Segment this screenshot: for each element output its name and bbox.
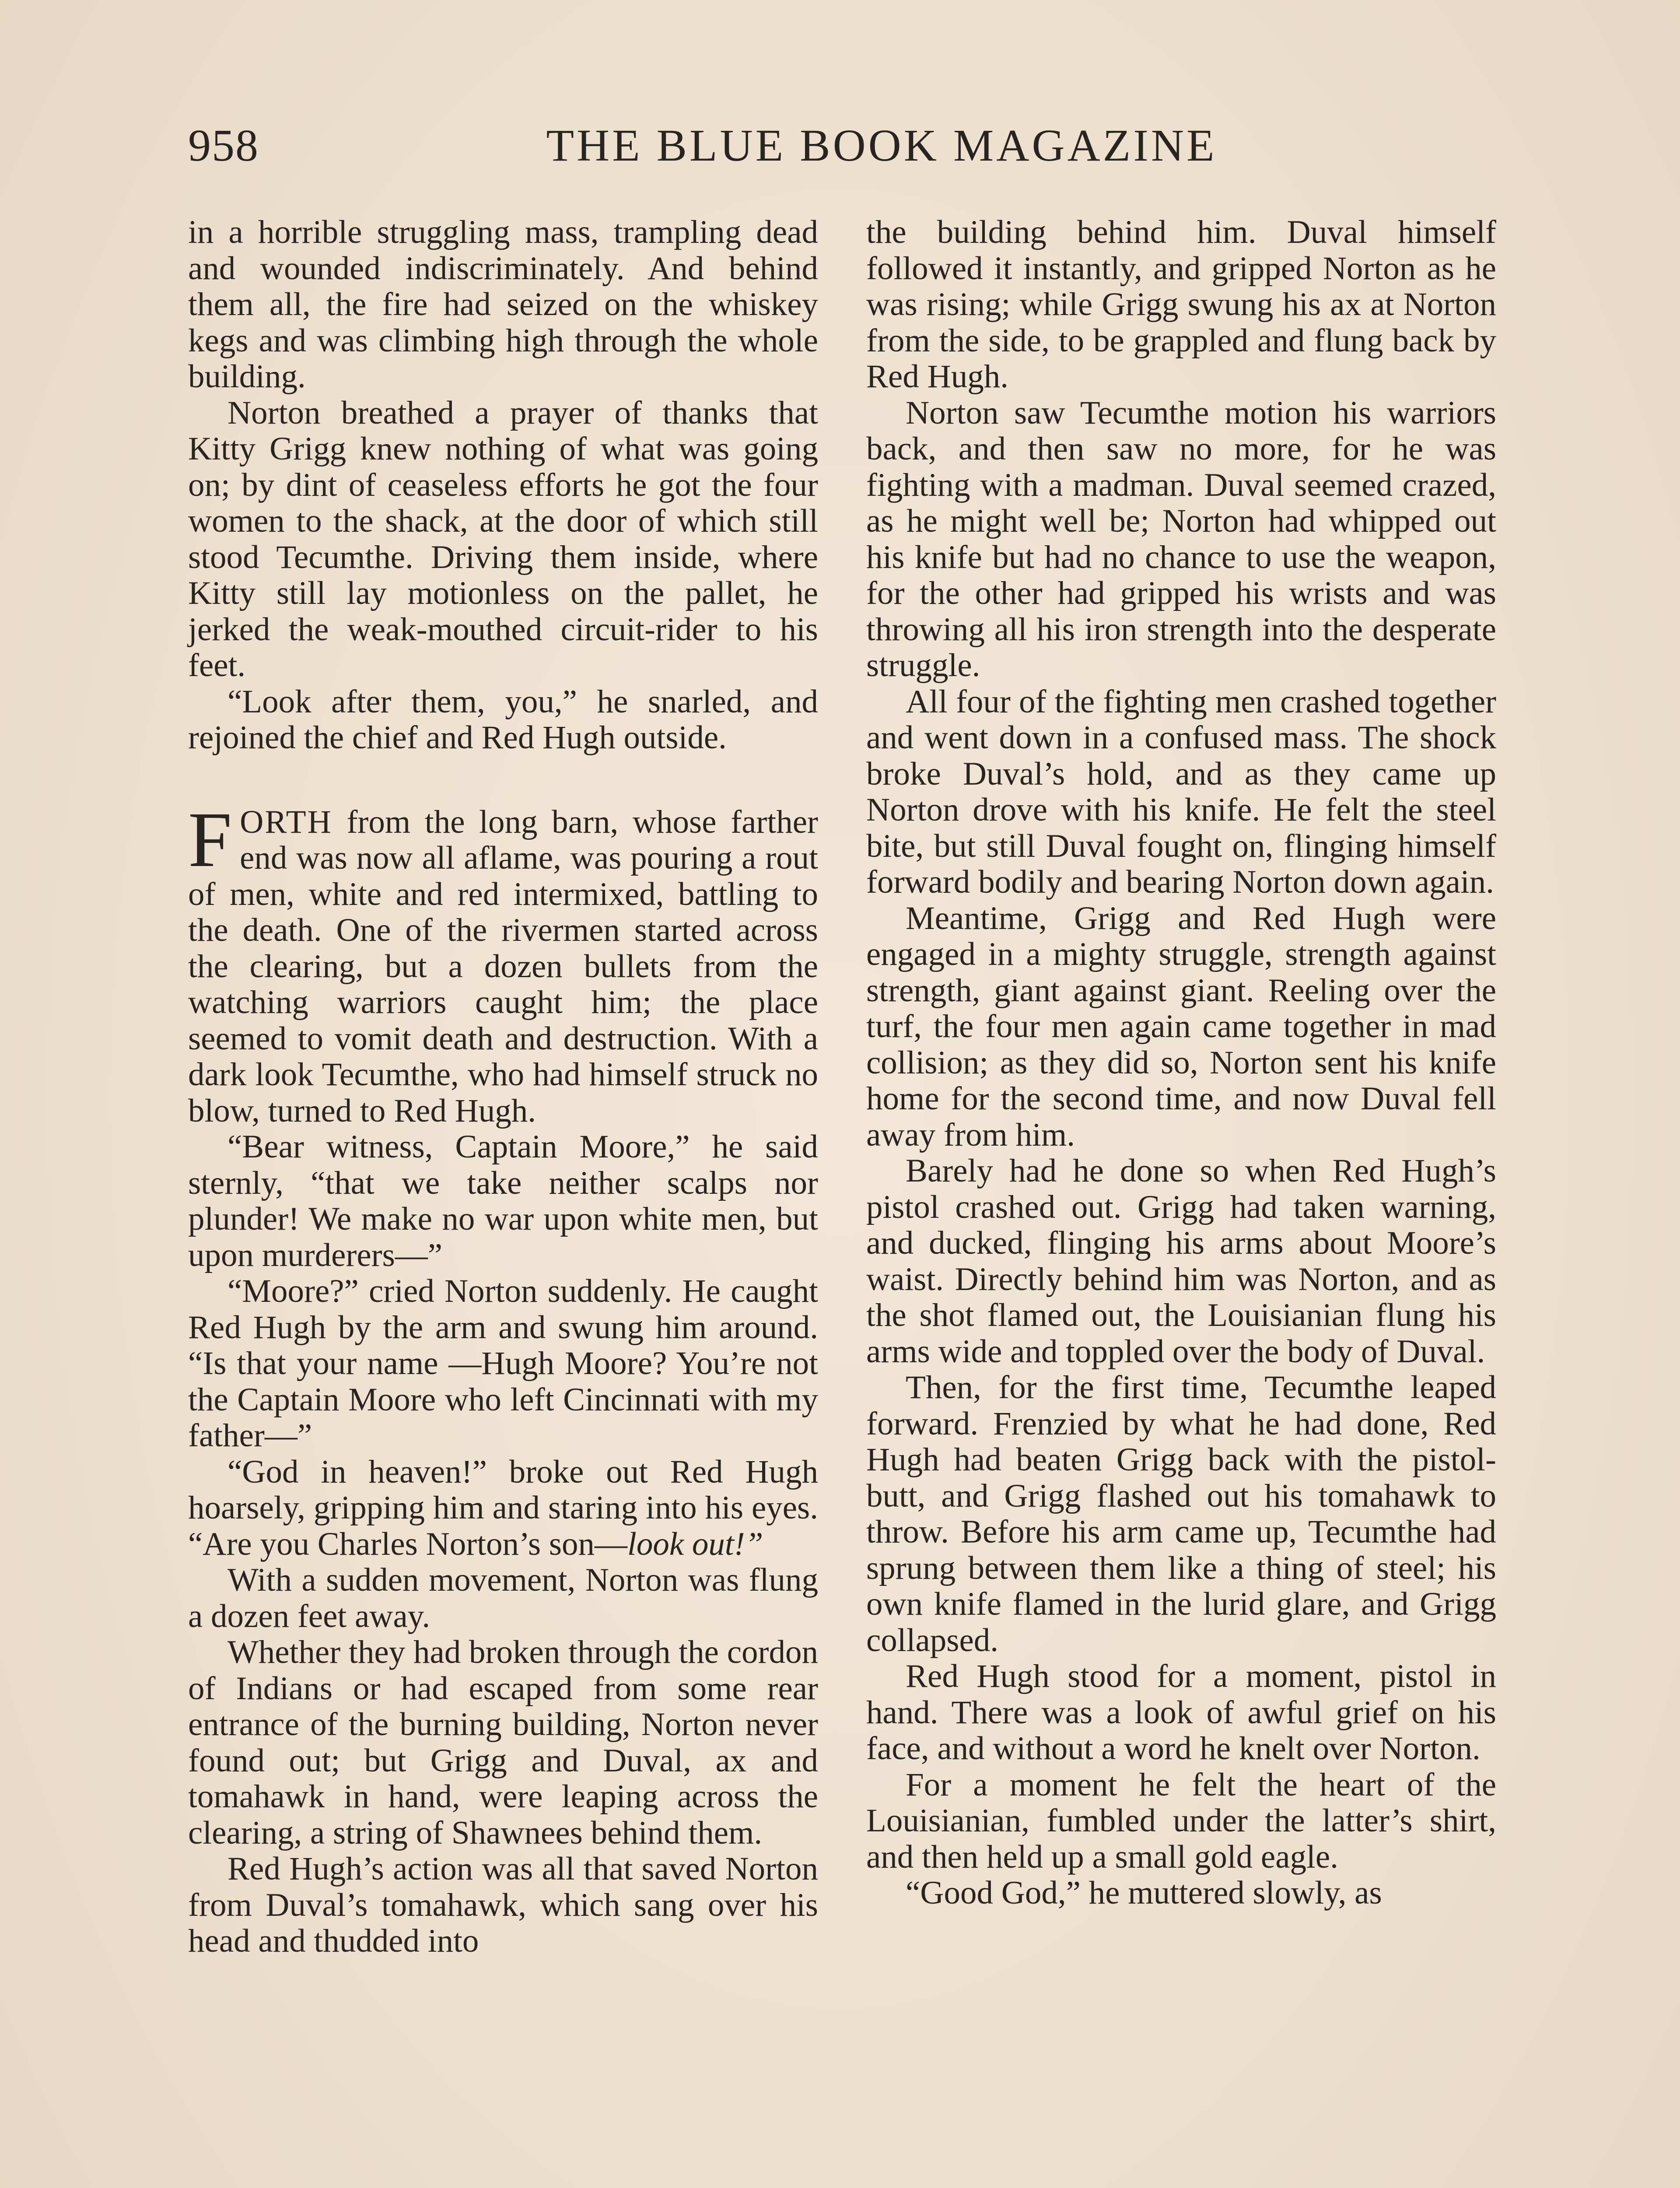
paragraph: in a horrible struggling mass, trampling dead and wounded indiscriminately. And behind them all, the fire had seized on the whiskey kegs and was climbing high through the whole building. bbox=[188, 214, 818, 395]
paragraph-text: “God in heaven!” broke out Red Hugh hoarsely, gripping him and staring into his eyes. “Are you Charles Norton’s son— bbox=[188, 1453, 818, 1562]
paragraph bbox=[188, 1454, 818, 1563]
paragraph: Norton saw Tecumthe motion his warriors back, and then saw no more, for he was fighting with a madman. Duval seemed crazed, as he might well be; Norton had whipped out his knife but had no chance to use the weapon, for the other had gripped his wrists and was throwing all his iron strength into the desperate struggle. bbox=[866, 394, 1496, 684]
left-column bbox=[188, 214, 818, 1960]
right-column bbox=[866, 214, 1496, 1911]
paragraph: Meantime, Grigg and Red Hugh were engaged in a mighty struggle, strength against strength, giant against giant. Reeling over the turf, the four men again came together in mad collision; as they did so, Norton sent his knife home for the second time, and now Duval fell away from him. bbox=[866, 900, 1496, 1153]
paragraph: Red Hugh stood for a moment, pistol in hand. There was a look of awful grief on his face, and without a word he knelt over Norton. bbox=[866, 1658, 1496, 1767]
italic-text: look out!” bbox=[627, 1525, 763, 1562]
paragraph: All four of the fighting men crashed together and went down in a confused mass. The shock broke Duval’s hold, and as they came up Norton drove with his knife. He felt the steel bite, but still Duval fought on, flinging himself forward bodily and bearing Norton down again. bbox=[866, 683, 1496, 900]
page-header bbox=[188, 117, 1496, 174]
paragraph: “Moore?” cried Norton suddenly. He caught Red Hugh by the arm and swung him around. “Is that your name —Hugh Moore? You’re not the Captain Moore who left Cincinnati with my father—” bbox=[188, 1273, 818, 1454]
section-opening-paragraph bbox=[188, 796, 818, 1129]
paragraph: “Bear witness, Captain Moore,” he said sternly, “that we take neither scalps nor plunder! We make no war upon white men, but upon murderers—” bbox=[188, 1129, 818, 1273]
paragraph: “Good God,” he muttered slowly, as bbox=[906, 1875, 1382, 1911]
paragraph: With a sudden movement, Norton was flung a dozen feet away. bbox=[188, 1562, 818, 1634]
paragraph: Norton breathed a prayer of thanks that Kitty Grigg knew nothing of what was going on; by dint of ceaseless efforts he got the four women to the shack, at the door of which still stood Tecumthe. Driving them inside, where Kitty still lay motionless on the pallet, he jerked the weak-mouthed circuit-rider to his feet. bbox=[188, 394, 818, 684]
paragraph: Barely had he done so when Red Hugh’s pistol crashed out. Grigg had taken warning, and ducked, flinging his arms about Moore’s waist. Directly behind him was Norton, and as the shot flamed out, the Louisianian flung his arms wide and toppled over the body of Duval. bbox=[866, 1153, 1496, 1370]
drop-cap: F bbox=[188, 796, 232, 883]
page-number: 958 bbox=[188, 120, 259, 171]
paragraph: the building behind him. Duval himself followed it instantly, and gripped Norton as he was rising; while Grigg swung his ax at Norton from the side, to be grappled and flung back by Red Hugh. bbox=[866, 214, 1496, 395]
paragraph: “Look after them, you,” he snarled, and rejoined the chief and Red Hugh outside. bbox=[188, 683, 818, 756]
paragraph: Red Hugh’s action was all that saved Norton from Duval’s tomahawk, which sang over his head and thudded into bbox=[188, 1851, 818, 1959]
small-caps-word: ORTH bbox=[240, 803, 332, 840]
paragraph: Then, for the first time, Tecumthe leaped forward. Frenzied by what he had done, Red Hugh had beaten Grigg back with the pistol-butt, and Grigg flashed out his tomahawk to throw. Before his arm came up, Tecumthe had sprung between them like a thing of steel; his own knife flamed in the lurid glare, and Grigg collapsed. bbox=[866, 1369, 1496, 1659]
text-columns bbox=[188, 214, 1496, 2188]
paragraph: Whether they had broken through the cordon of Indians or had escaped from some rear entrance of the burning building, Norton never found out; but Grigg and Duval, ax and tomahawk in hand, were leaping across the clearing, a string of Shawnees behind them. bbox=[188, 1634, 818, 1851]
paragraph-text: from the long barn, whose farther end was now all aflame, was pouring a rout of men, white and red intermixed, battling to the death. One of the rivermen started across the clearing, but a dozen bullets from the watching warriors caught him; the place seemed to vomit death and destruction. With a dark look Tecumthe, who had himself struck no blow, turned to Red Hugh. bbox=[188, 803, 818, 1129]
magazine-title: THE BLUE BOOK MAGAZINE bbox=[546, 120, 1217, 171]
paragraph: For a moment he felt the heart of the Louisianian, fumbled under the latter’s shirt, and then held up a small gold eagle. bbox=[866, 1766, 1496, 1875]
